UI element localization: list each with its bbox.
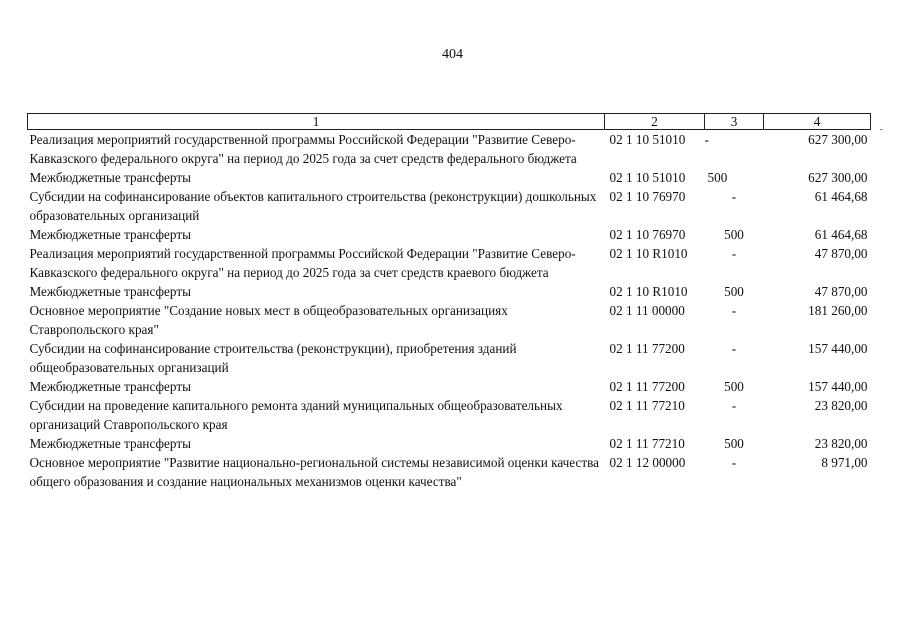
table-row (28, 244, 871, 282)
column-header-sum: 4 (764, 114, 871, 130)
row-type: 500 (724, 284, 744, 299)
row-type: - (731, 246, 737, 261)
row-name: Субсидии на проведение капитального ремонта зданий муниципальных общеобразовательных организаций Ставропольского края (29, 398, 563, 432)
row-name: Межбюджетные трансферты (29, 227, 191, 242)
row-type: - (731, 455, 737, 470)
row-code: 02 1 12 00000 (609, 455, 686, 470)
column-header-name: 1 (28, 114, 605, 130)
row-type: - (731, 303, 737, 318)
row-type: 500 (707, 170, 728, 185)
row-sum: 23 820,00 (814, 436, 868, 451)
row-sum: 157 440,00 (808, 379, 868, 394)
table-row (28, 396, 871, 434)
row-type: - (731, 189, 737, 204)
row-type: - (731, 341, 737, 356)
table-row (28, 168, 871, 187)
page-number: 404 (442, 47, 463, 62)
budget-table (27, 113, 871, 491)
row-sum: 181 260,00 (808, 303, 868, 318)
row-code: 02 1 10 51010 (609, 132, 686, 147)
row-name: Основное мероприятие "Создание новых мест в общеобразовательных организациях Ставропольского края" (29, 303, 508, 337)
row-code: 02 1 10 76970 (609, 189, 686, 204)
row-code: 02 1 11 00000 (609, 303, 685, 318)
row-name: Реализация мероприятий государственной программы Российской Федерации "Развитие Северо-Кавказского федерального округа" на период до 2025 года за счет средств федерального бюджета (29, 132, 577, 166)
row-code: 02 1 11 77200 (609, 379, 685, 394)
table-body (28, 130, 871, 492)
column-header-code: 2 (605, 114, 705, 130)
row-type: 500 (724, 436, 744, 451)
table-row (28, 339, 871, 377)
table-row (28, 282, 871, 301)
row-name: Межбюджетные трансферты (29, 170, 191, 185)
row-name: Межбюджетные трансферты (29, 436, 191, 451)
table-row (28, 377, 871, 396)
table-row (28, 301, 871, 339)
row-code: 02 1 11 77210 (609, 436, 685, 451)
table-row (28, 187, 871, 225)
row-code: 02 1 10 76970 (609, 227, 686, 242)
row-sum: 157 440,00 (808, 341, 868, 356)
table-row (28, 434, 871, 453)
row-sum: 627 300,00 (808, 132, 868, 147)
table-row (28, 225, 871, 244)
column-header-type: 3 (705, 114, 764, 130)
row-type: - (704, 132, 709, 147)
row-code: 02 1 10 R1010 (609, 246, 688, 261)
row-name: Реализация мероприятий государственной программы Российской Федерации "Развитие Северо-Кавказского федерального округа" на период до 2025 года за счет средств краевого бюджета (29, 246, 576, 280)
row-name: Основное мероприятие "Развитие национально-региональной системы независимой оценки качества общего образования и создание национальных механизмов оценки качества" (29, 455, 599, 489)
row-code: 02 1 10 R1010 (609, 284, 688, 299)
row-name: Межбюджетные трансферты (29, 379, 191, 394)
row-sum: 23 820,00 (814, 398, 868, 413)
row-sum: 61 464,68 (814, 227, 868, 242)
row-sum: 47 870,00 (814, 246, 868, 261)
row-code: 02 1 10 51010 (609, 170, 686, 185)
row-name: Межбюджетные трансферты (29, 284, 191, 299)
scan-edge-mark (880, 129, 883, 130)
row-code: 02 1 11 77210 (609, 398, 685, 413)
row-code: 02 1 11 77200 (609, 341, 685, 356)
table-row (28, 453, 871, 491)
row-sum: 8 971,00 (821, 455, 868, 470)
row-type: - (731, 398, 737, 413)
row-type: 500 (724, 379, 744, 394)
row-name: Субсидии на софинансирование объектов капитального строительства (реконструкции) дошкольных образовательных организаций (29, 189, 597, 223)
row-type: 500 (724, 227, 744, 242)
row-name: Субсидии на софинансирование строительства (реконструкции), приобретения зданий общеобразовательных организаций (29, 341, 517, 375)
row-sum: 47 870,00 (814, 284, 868, 299)
row-sum: 627 300,00 (808, 170, 868, 185)
table-row (28, 130, 871, 169)
row-sum: 61 464,68 (814, 189, 868, 204)
table-header-row (28, 114, 871, 130)
